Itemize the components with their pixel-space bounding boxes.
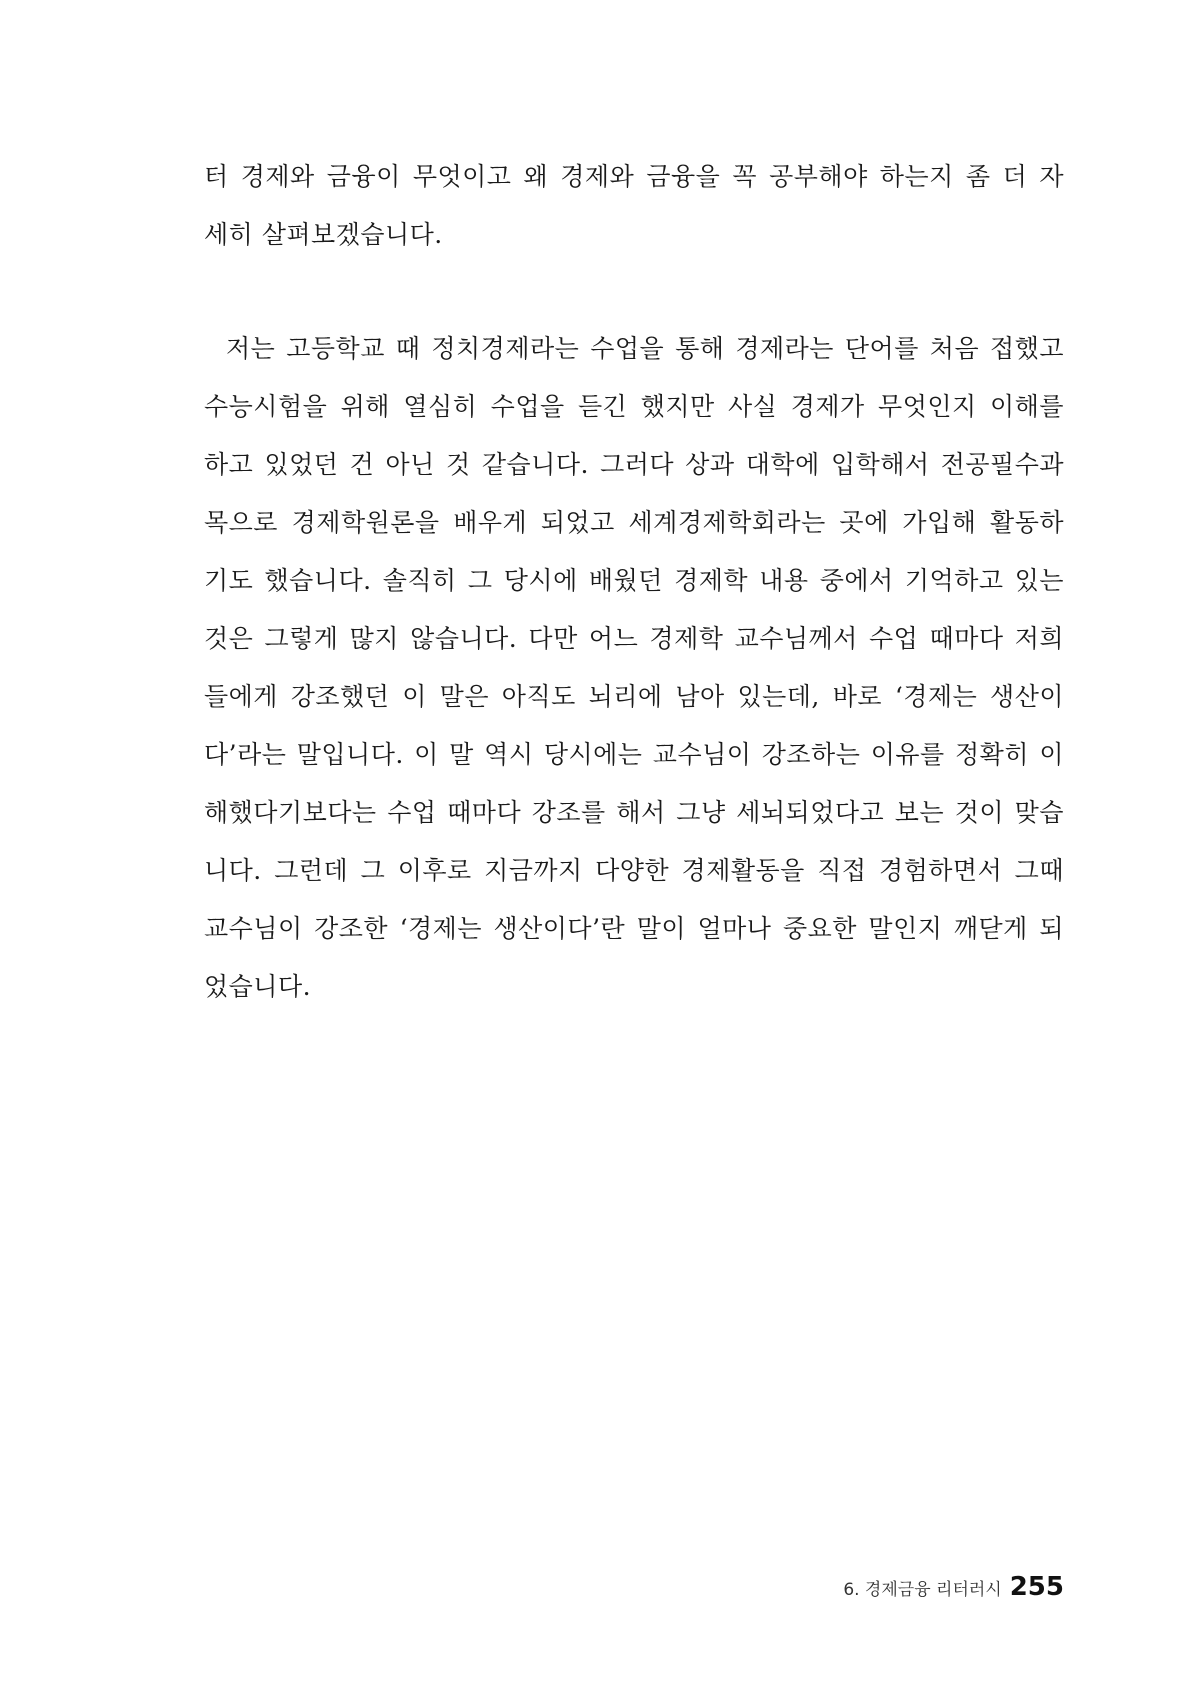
body-line-5: 기도 했습니다. 솔직히 그 당시에 배웠던 경제학 내용 중에서 기억하고 있는	[204, 566, 1064, 595]
main-paragraph	[204, 320, 1064, 1016]
chapter-title: 6. 경제금융 리터러시	[843, 1580, 1002, 1600]
body-line-4: 목으로 경제학원론을 배우게 되었고 세계경제학회라는 곳에 가입해 활동하	[204, 508, 1064, 537]
body-line-3: 하고 있었던 건 아닌 것 같습니다. 그러다 상과 대학에 입학해서 전공필수과	[204, 450, 1064, 479]
body-line-10: 니다. 그런데 그 이후로 지금까지 다양한 경제활동을 직접 경험하면서 그때	[204, 856, 1064, 885]
body-line-6: 것은 그렇게 많지 않습니다. 다만 어느 경제학 교수님께서 수업 때마다 저희	[204, 624, 1064, 653]
intro-line-1: 터 경제와 금융이 무엇이고 왜 경제와 금융을 꼭 공부해야 하는지 좀 더 자	[204, 162, 1064, 191]
intro-line-2: 세히 살펴보겠습니다.	[204, 220, 443, 249]
intro-paragraph	[204, 148, 1064, 264]
body-line-7: 들에게 강조했던 이 말은 아직도 뇌리에 남아 있는데, 바로 ‘경제는 생산이	[204, 682, 1064, 711]
body-line-8: 다’라는 말입니다. 이 말 역시 당시에는 교수님이 강조하는 이유를 정확히 이	[204, 740, 1064, 769]
body-line-9: 해했다기보다는 수업 때마다 강조를 해서 그냥 세뇌되었다고 보는 것이 맞습	[204, 798, 1064, 827]
body-line-2: 수능시험을 위해 열심히 수업을 듣긴 했지만 사실 경제가 무엇인지 이해를	[204, 392, 1064, 421]
page-number: 255	[1009, 1572, 1064, 1602]
body-line-11: 교수님이 강조한 ‘경제는 생산이다’란 말이 얼마나 중요한 말인지 깨닫게 되	[204, 914, 1064, 943]
body-line-12: 었습니다.	[204, 972, 312, 1001]
body-line-1: 저는 고등학교 때 정치경제라는 수업을 통해 경제라는 단어를 처음 접했고	[226, 334, 1064, 363]
page-footer	[700, 1572, 1064, 1612]
